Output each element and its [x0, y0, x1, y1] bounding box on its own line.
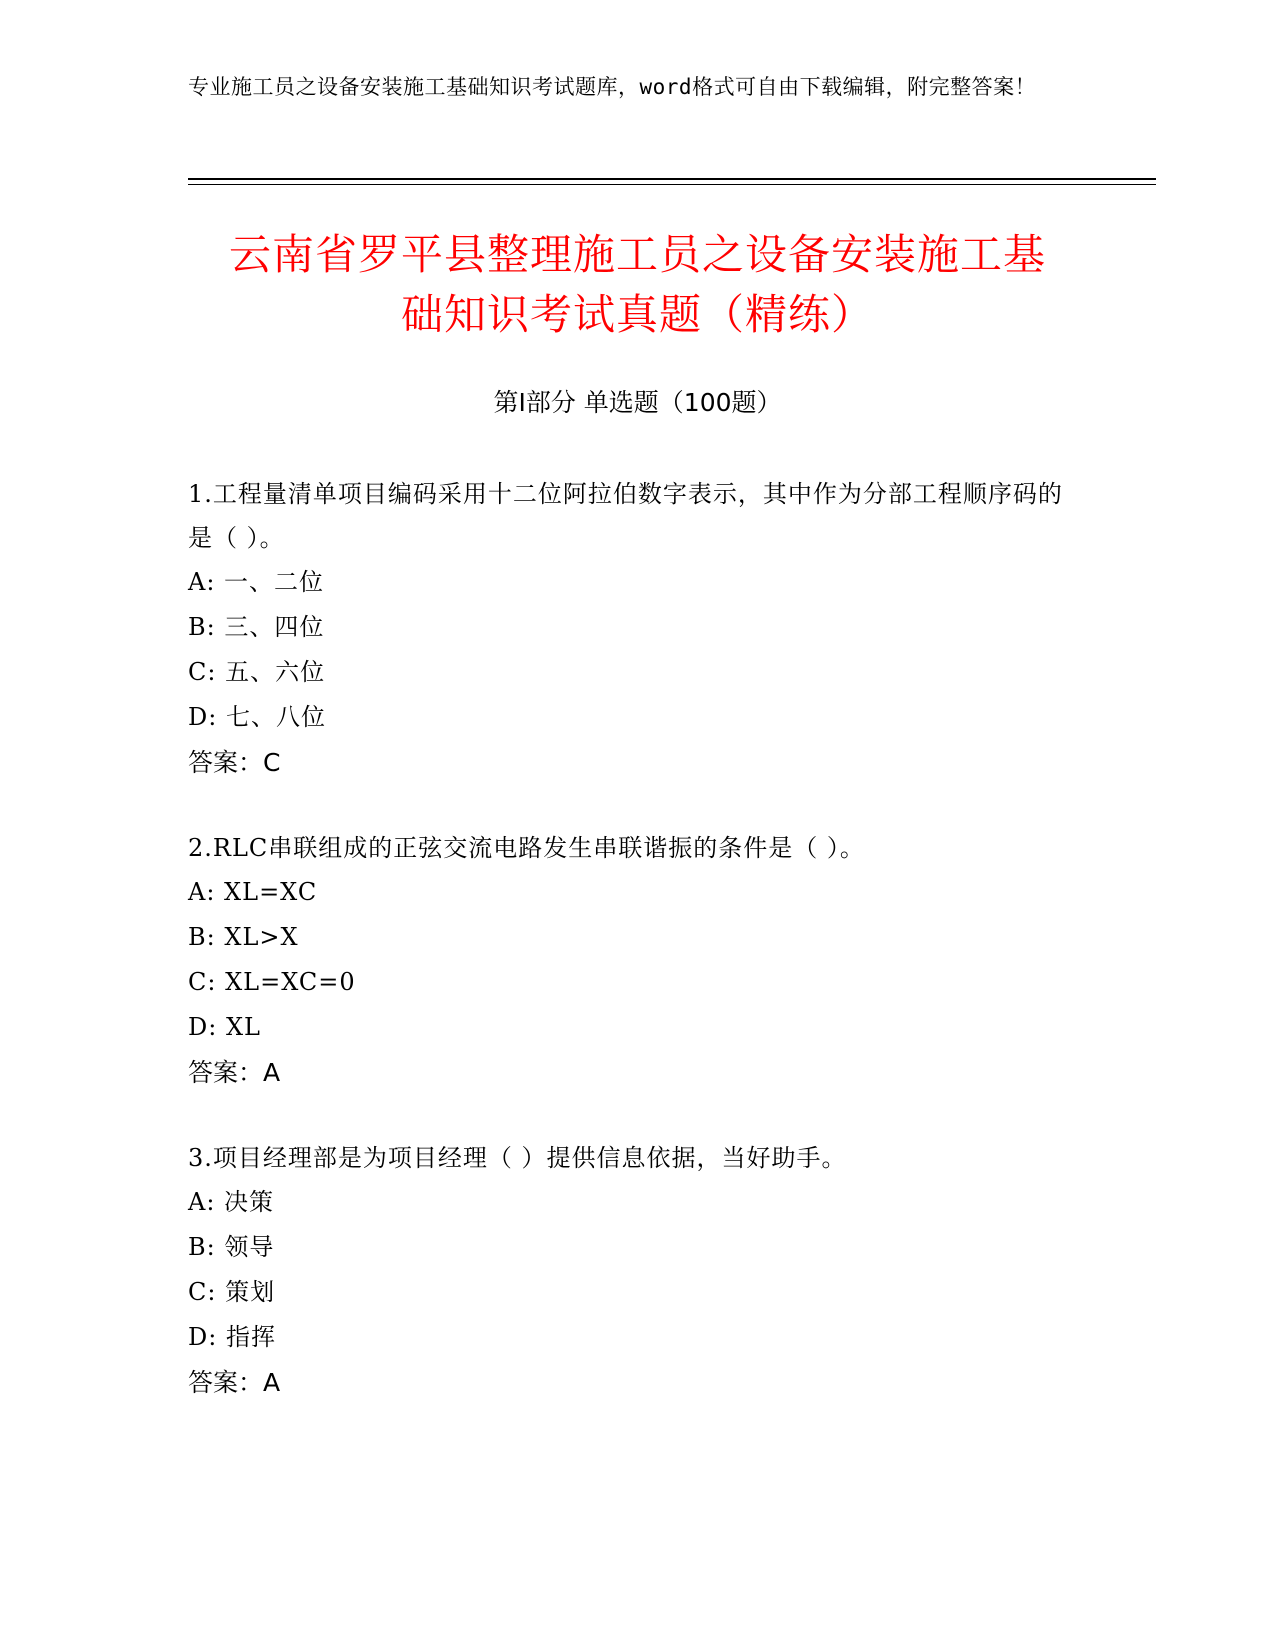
option-c: C: 五、六位 — [188, 658, 326, 686]
title-line-2: 础知识考试真题（精练） — [400, 290, 874, 339]
question-list — [188, 472, 1068, 1446]
option-d: D: XL — [188, 1013, 261, 1041]
option-c: C: XL=XC=0 — [188, 968, 356, 996]
option-b: B: XL>X — [188, 923, 299, 951]
question-item — [188, 826, 1068, 1096]
option-c: C: 策划 — [188, 1278, 276, 1306]
answer-line: 答案：A — [188, 1058, 281, 1087]
answer-line: 答案：A — [188, 1368, 281, 1397]
option-a: A: 决策 — [188, 1188, 275, 1216]
header-rule-thin — [188, 184, 1156, 185]
option-d: D: 指挥 — [188, 1323, 276, 1351]
question-stem: 1.工程量清单项目编码采用十二位阿拉伯数字表示，其中作为分部工程顺序码的是（ ）。 — [188, 480, 1063, 552]
question-stem: 2.RLC串联组成的正弦交流电路发生串联谐振的条件是（ ）。 — [188, 834, 865, 862]
option-a: A: XL=XC — [188, 878, 318, 906]
option-b: B: 三、四位 — [188, 613, 325, 641]
document-title — [150, 225, 1125, 345]
answer-line: 答案：C — [188, 748, 281, 777]
option-a: A: 一、二位 — [188, 568, 325, 596]
question-stem: 3.项目经理部是为项目经理（ ）提供信息依据，当好助手。 — [188, 1144, 847, 1172]
title-line-1: 云南省罗平县整理施工员之设备安装施工基 — [228, 230, 1046, 279]
question-item — [188, 472, 1068, 786]
option-d: D: 七、八位 — [188, 703, 326, 731]
question-item — [188, 1136, 1068, 1406]
option-b: B: 领导 — [188, 1233, 275, 1261]
header-note: 专业施工员之设备安装施工基础知识考试题库，word格式可自由下载编辑，附完整答案！ — [188, 75, 1037, 99]
section-heading: 第Ⅰ部分 单选题（100题） — [493, 388, 782, 417]
header-rule-thick — [188, 178, 1156, 180]
